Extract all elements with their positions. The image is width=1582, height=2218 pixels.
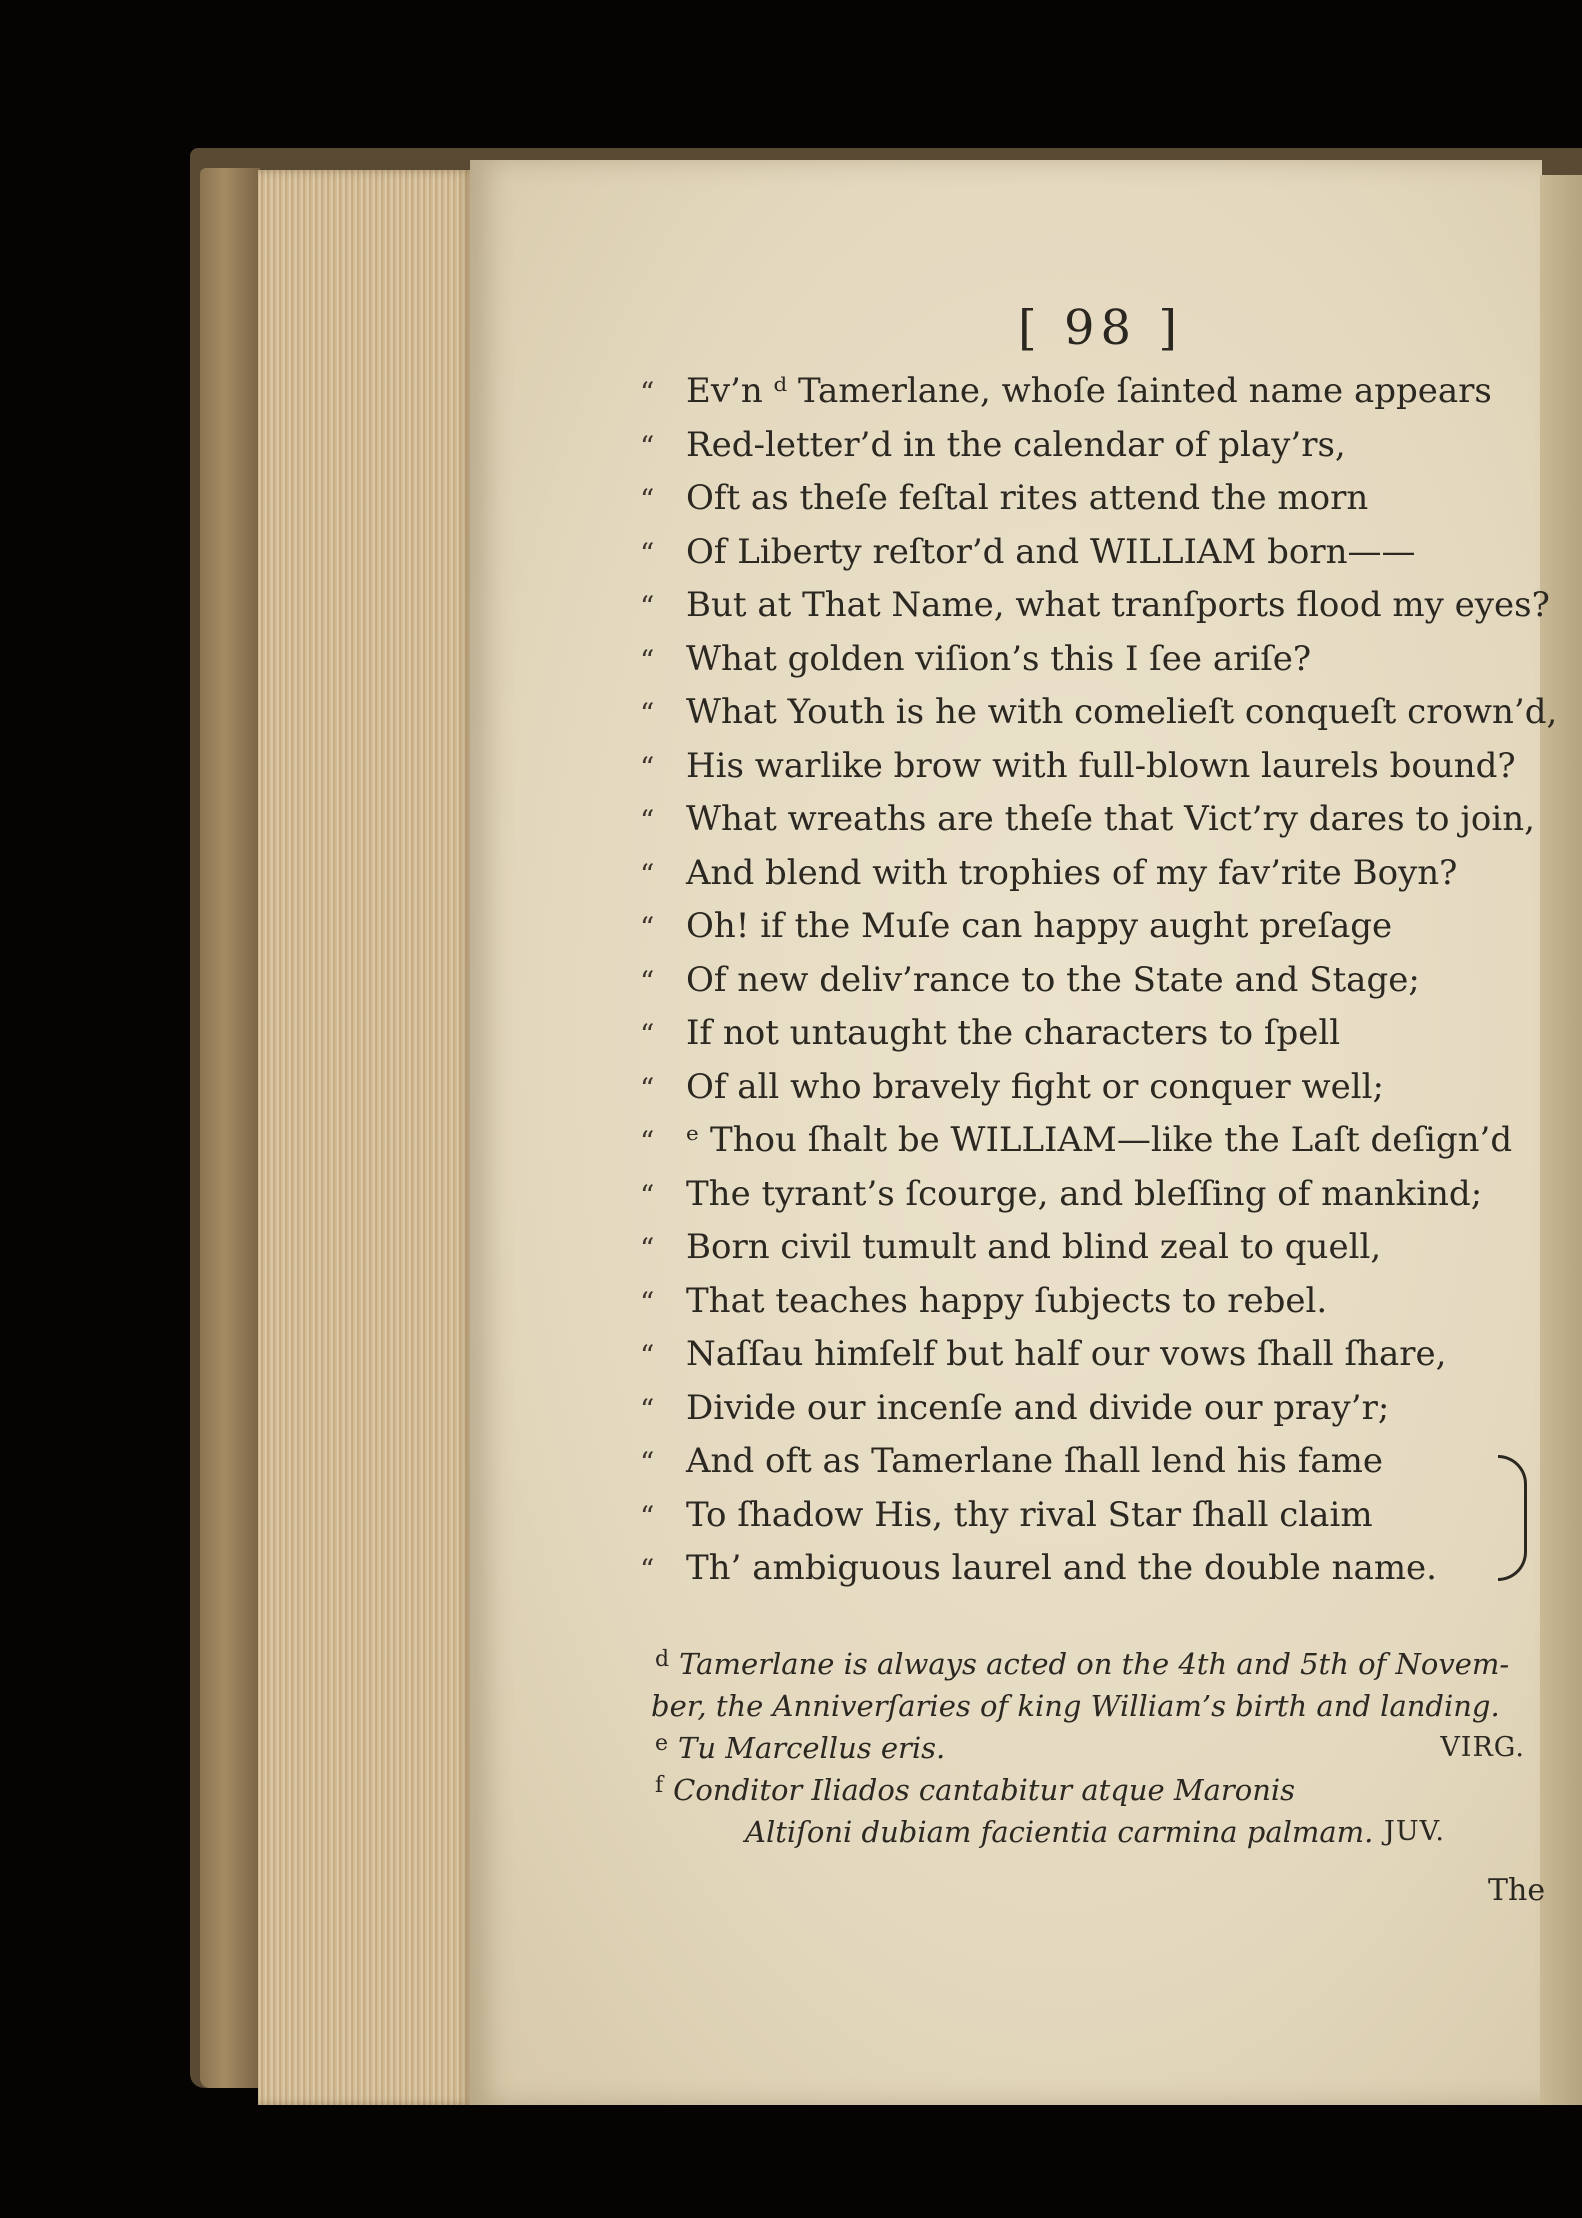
footnote-text: Tamerlane is always acted on the 4th and 5th of Novem-	[679, 1647, 1510, 1681]
quote-mark: “	[640, 1446, 655, 1479]
quote-mark: “	[640, 1285, 655, 1319]
verse-text: The tyrant’s ſcourge, and bleſſing of mankind;	[686, 1173, 1483, 1214]
verse-text: Of all who bravely fight or conquer well;	[686, 1066, 1384, 1107]
footnote-text: Tu Marcellus eris.	[678, 1731, 946, 1765]
footnote-attribution: VIRG.	[1440, 1732, 1525, 1763]
footnote-line	[641, 1687, 1525, 1729]
footnote-mark: e	[655, 1731, 669, 1756]
verse-text: To ſhadow His, thy rival Star ſhall claim	[686, 1494, 1373, 1535]
verse-line	[640, 365, 1520, 419]
verse-text: Oh! if the Muſe can happy aught preſage	[686, 906, 1393, 946]
quote-mark: “	[640, 964, 655, 998]
quote-mark: “	[640, 643, 655, 677]
quote-mark: “	[640, 483, 655, 516]
facing-page-edge	[1540, 175, 1582, 2105]
verse-text: What golden viſion’s this I ſee ariſe?	[686, 638, 1312, 679]
verse-line	[640, 419, 1520, 473]
verse-line	[640, 686, 1558, 740]
verse-text: If not untaught the characters to ſpell	[686, 1013, 1341, 1053]
quote-mark: “	[640, 590, 655, 623]
footnote-text: ber, the Anniverſaries of king William’s birth and landing.	[651, 1689, 1500, 1723]
book-spine-edge	[200, 168, 260, 2088]
catchword: The	[1488, 1873, 1546, 1908]
verse-text: Of Liberty reſtor’d and WILLIAM born——	[686, 531, 1416, 572]
verse-line	[640, 1382, 1520, 1436]
verse-text: Naſſau himſelf but half our vows ſhall ſhare,	[686, 1334, 1447, 1374]
verse-line	[640, 1275, 1520, 1329]
verse-line	[640, 579, 1550, 633]
footnote-mark: d	[655, 1647, 670, 1672]
footnote-attribution: JUV.	[1384, 1816, 1445, 1847]
verse-text: His warlike brow with full-blown laurels bound?	[686, 745, 1516, 786]
verse-text: That teaches happy ſubjects to rebel.	[686, 1280, 1328, 1321]
quote-mark: “	[640, 1392, 655, 1426]
quote-mark: “	[640, 1125, 655, 1158]
verse-line	[640, 1542, 1520, 1596]
verse-text: What Youth is he with comelieſt conqueſt crown’d,	[686, 692, 1558, 732]
quote-mark: “	[640, 1071, 655, 1105]
verse-text: What wreaths are theſe that Vict’ry dares to join,	[686, 799, 1535, 839]
footnote-text: Conditor Iliados cantabitur atque Maronis	[673, 1773, 1296, 1807]
verse-line	[640, 472, 1520, 526]
quote-mark: “	[640, 697, 655, 730]
quote-mark: “	[640, 1339, 655, 1372]
quote-mark: “	[640, 911, 655, 944]
quote-mark: “	[640, 750, 655, 784]
quote-mark: “	[640, 1232, 655, 1265]
verse-text: Red-letter’d in the calendar of play’rs,	[686, 424, 1346, 465]
footnote-line	[655, 1729, 1525, 1771]
verse-line	[640, 740, 1520, 794]
verse-text: ᵉ Thou ſhalt be WILLIAM—like the Laſt deſign’d	[686, 1120, 1513, 1160]
quote-mark: “	[640, 376, 655, 409]
poem-verse	[640, 365, 1558, 1596]
verse-line	[640, 1489, 1520, 1543]
footnotes	[651, 1645, 1525, 1855]
footnote-line	[655, 1645, 1525, 1687]
verse-line	[640, 1328, 1520, 1382]
footnote-text: Altiſoni dubiam facientia carmina palmam.	[745, 1815, 1374, 1849]
verse-text: Th’ ambiguous laurel and the double name.	[686, 1548, 1437, 1588]
verse-text: But at That Name, what tranſports flood my eyes?	[686, 585, 1550, 625]
verse-text: And blend with trophies of my fav’rite Boyn?	[686, 852, 1458, 893]
footnote-mark: f	[655, 1773, 664, 1798]
page-number: [ 98 ]	[1018, 300, 1184, 356]
verse-line	[640, 1435, 1520, 1489]
quote-mark: “	[640, 1018, 655, 1051]
verse-line	[640, 1221, 1520, 1275]
footnote-line	[655, 1771, 1525, 1813]
verse-text: And oft as Tamerlane ſhall lend his fame	[686, 1441, 1383, 1481]
verse-line	[640, 900, 1520, 954]
verse-line	[640, 793, 1535, 847]
verse-text: Oft as theſe feſtal rites attend the morn	[686, 478, 1369, 518]
verse-line	[640, 1007, 1520, 1061]
quote-mark: “	[640, 429, 655, 463]
quote-mark: “	[640, 804, 655, 837]
verse-text: Ev’n ᵈ Tamerlane, whoſe ſainted name appears	[686, 371, 1492, 411]
triplet-brace	[1498, 1455, 1527, 1581]
verse-line	[640, 847, 1520, 901]
verse-text: Born civil tumult and blind zeal to quell,	[686, 1227, 1382, 1267]
quote-mark: “	[640, 1553, 655, 1586]
quote-mark: “	[640, 857, 655, 891]
verse-line	[640, 1114, 1520, 1168]
verse-line	[640, 1168, 1520, 1222]
quote-mark: “	[640, 1178, 655, 1212]
page-edges	[258, 170, 473, 2105]
verse-line	[640, 1061, 1520, 1115]
verse-text: Divide our incenſe and divide our pray’r;	[686, 1387, 1390, 1428]
quote-mark: “	[640, 1499, 655, 1533]
verse-line	[640, 526, 1520, 580]
footnote-line	[735, 1813, 1525, 1855]
quote-mark: “	[640, 536, 655, 570]
verse-text: Of new deliv’rance to the State and Stage;	[686, 959, 1420, 1000]
verse-line	[640, 954, 1520, 1008]
verse-line	[640, 633, 1520, 687]
